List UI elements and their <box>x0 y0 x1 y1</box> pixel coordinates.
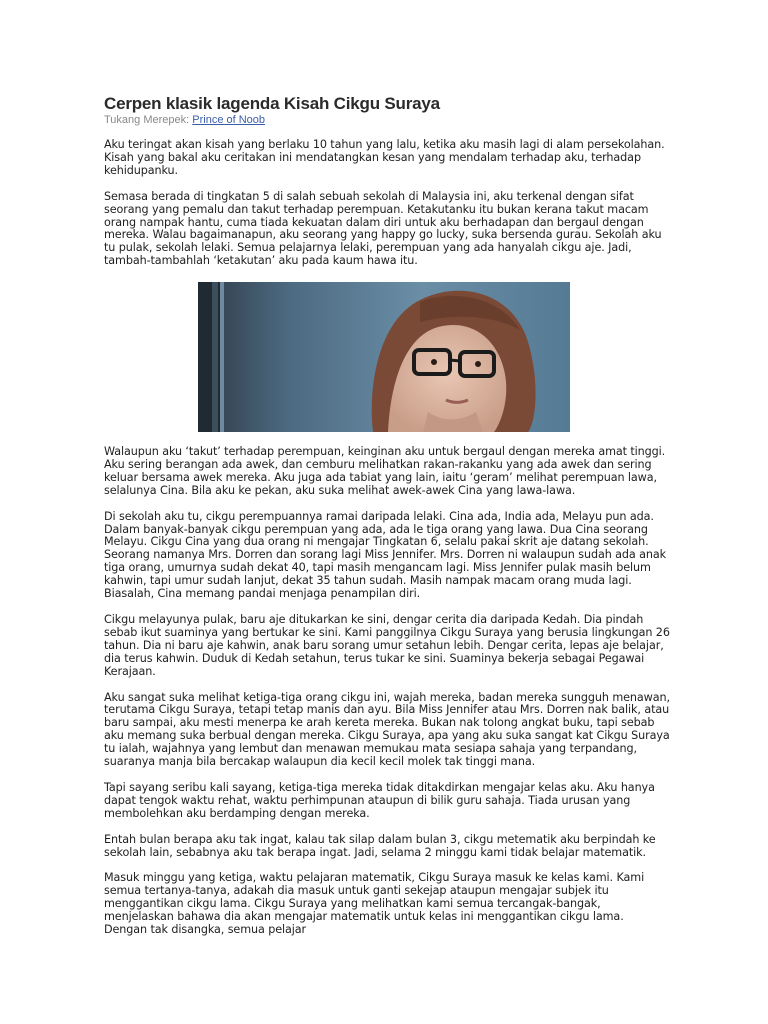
article-header <box>104 94 670 281</box>
article-title: Cerpen klasik lagenda Kisah Cikgu Suraya <box>104 94 440 113</box>
article-body <box>104 446 670 950</box>
paragraph-6: Aku sangat suka melihat ketiga-tiga orang cikgu ini, wajah mereka, badan mereka sungguh menawan, terutama Cikgu Suraya, tetapi tetap manis dan ayu. Bila Miss Jennifer atau Mrs. Dorren nak balik, atau baru sampai, aku mesti menerpa ke arah kereta mereka. Bukan nak tolong angkat buku, tapi sebab aku memang suka berbual dengan mereka. Cikgu Suraya, apa yang aku suka sangat kat Cikgu Suraya tu ialah, wajahnya yang lembut dan menawan memukau mata sesiapa sahaja yang terpandang, suaranya manja bila bercakap walaupun dia kecil kecil molek tak tinggi mana. <box>104 690 670 769</box>
byline-label: Tukang Merepek: <box>104 114 190 126</box>
paragraph-9: Masuk minggu yang ketiga, waktu pelajaran matematik, Cikgu Suraya masuk ke kelas kami. Kami semua tertanya-tanya, adakah dia masuk untuk ganti sekejap ataupun mengajar subjek itu menggantikan cikgu lama. Cikgu Suraya yang melihatkan kami semua tercangak-bangak, menjelaskan bahawa dia akan mengajar matematik untuk kelas ini menggantikan cikgu lama. Dengan tak disangka, semua pelajar <box>104 871 645 937</box>
paragraph-2: Semasa berada di tingkatan 5 di salah sebuah sekolah di Malaysia ini, aku terkenal dengan sifat seorang yang pemalu dan takut terhadap perempuan. Ketakutanku itu bukan kerana takut macam orang nampak hantu, cuma tiada kekuatan dalam diri untuk aku berhadapan dan bergaul dengan mereka. Walau bagaimanapun, aku seorang yang happy go lucky, suka bersenda gurau. Sekolah aku tu pulak, sekolah lelaki. Semua pelajarnya lelaki, perempuan yang ada hanyalah cikgu aje. Jadi, tambah-tambahlah ‘ketakutan’ aku pada kaum hawa itu. <box>104 189 662 268</box>
article-photo <box>198 282 570 432</box>
byline <box>104 114 670 127</box>
paragraph-4: Di sekolah aku tu, cikgu perempuannya ramai daripada lelaki. Cina ada, India ada, Melayu pun ada. Dalam banyak-banyak cikgu perempuan yang ada, ada le tiga orang yang lawa. Dua Cina seorang Melayu. Cikgu Cina yang dua orang ni mengajar Tingkatan 6, selalu pakai skrit aje datang sekolah. Seorang namanya Mrs. Dorren dan sorang lagi Miss Jennifer. Mrs. Dorren ni walaupun sudah ada anak tiga orang, umurnya sudah dekat 40, tapi masih mengancam lagi. Miss Jennifer pulak masih belum kahwin, tapi umur sudah lanjut, dekat 35 tahun sudah. Masih nampak macam orang muda lagi. Biasalah, Cina memang pandai menjaga penampilan diri. <box>104 509 667 601</box>
paragraph-8: Entah bulan berapa aku tak ingat, kalau tak silap dalam bulan 3, cikgu metematik aku berpindah ke sekolah lain, sebabnya aku tak berapa ingat. Jadi, selama 2 minggu kami tidak belajar matematik. <box>104 832 656 859</box>
paragraph-3: Walaupun aku ‘takut’ terhadap perempuan, keinginan aku untuk bergaul dengan mereka amat tinggi. Aku sering berangan ada awek, dan cemburu melihatkan rakan-rakanku yang ada awek dan sering keluar bersama awek mereka. Aku juga ada tabiat yang lain, iaitu ‘geram’ melihat perempuan lawa, selalunya Cina. Bila aku ke pekan, aku suka melihat awek-awek Cina yang lawa-lawa. <box>104 445 666 497</box>
paragraph-7: Tapi sayang seribu kali sayang, ketiga-tiga mereka tidak ditakdirkan mengajar kelas aku. Aku hanya dapat tengok waktu rehat, waktu perhimpunan ataupun di bilik guru sahaja. Tiada urusan yang membolehkan aku berdamping dengan mereka. <box>104 780 655 820</box>
paragraph-1: Aku teringat akan kisah yang berlaku 10 tahun yang lalu, ketika aku masih lagi di alam persekolahan. Kisah yang bakal aku ceritakan ini mendatangkan kesan yang mendalam terhadap aku, terhadap kehidupanku. <box>104 138 665 177</box>
paragraph-5: Cikgu melayunya pulak, baru aje ditukarkan ke sini, dengar cerita dia daripada Kedah. Dia pindah sebab ikut suaminya yang bertukar ke sini. Kami panggilnya Cikgu Suraya yang berusia lingkungan 26 tahun. Dia ni baru aje kahwin, anak baru sorang umur setahun lebih. Dengar cerita, lepas aje belajar, dia terus kahwin. Duduk di Kedah setahun, terus tukar ke sini. Suaminya bekerja sebagai Pegawai Kerajaan. <box>104 612 670 678</box>
author-link[interactable]: Prince of Noob <box>192 114 266 126</box>
